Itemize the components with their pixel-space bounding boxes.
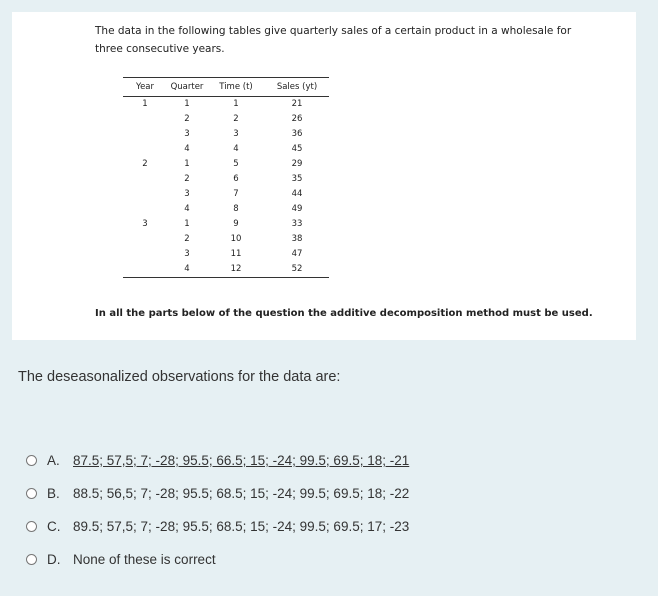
cell-sales: 35	[291, 174, 303, 184]
cell-time: 7	[233, 189, 239, 199]
cell-sales: 21	[291, 99, 303, 109]
cell-quarter: 2	[184, 234, 190, 244]
cell-year	[123, 172, 167, 187]
cell-sales: 44	[291, 189, 303, 199]
cell-quarter: 3	[184, 129, 190, 139]
table-row	[123, 187, 329, 202]
cell-time: 2	[233, 114, 239, 124]
cell-sales: 52	[265, 262, 329, 278]
cell-time: 8	[233, 204, 239, 214]
cell-year	[123, 262, 167, 278]
cell-year	[123, 202, 167, 217]
cell-quarter: 4	[184, 144, 190, 154]
cell-year	[123, 232, 167, 247]
cell-sales: 38	[291, 234, 303, 244]
question-prompt: The deseasonalized observations for the data are:	[18, 369, 341, 385]
table-header-row	[123, 78, 329, 97]
cell-time: 3	[233, 129, 239, 139]
table-row	[123, 112, 329, 127]
cell-year	[123, 247, 167, 262]
table-row	[123, 217, 329, 232]
option-b[interactable]	[26, 477, 409, 510]
cell-quarter: 1	[184, 99, 190, 109]
cell-time: 1	[233, 99, 239, 109]
cell-quarter: 1	[184, 219, 190, 229]
header-time: Time (t)	[207, 78, 265, 97]
cell-sales: 29	[291, 159, 303, 169]
cell-sales: 36	[291, 129, 303, 139]
radio-button[interactable]	[26, 488, 37, 499]
cell-sales: 47	[291, 249, 303, 259]
table-row	[123, 247, 329, 262]
question-intro: The data in the following tables give quarterly sales of a certain product in a wholesale for three consecutive years.	[95, 25, 572, 55]
option-text: 88.5; 56,5; 7; -28; 95.5; 68.5; 15; -24; 99.5; 69.5; 18; -22	[73, 486, 410, 501]
cell-quarter: 3	[184, 189, 190, 199]
sales-table	[123, 77, 329, 278]
radio-button[interactable]	[26, 521, 37, 532]
answer-options	[26, 444, 409, 576]
option-d[interactable]	[26, 543, 409, 576]
cell-quarter: 2	[184, 174, 190, 184]
cell-quarter: 4	[167, 262, 207, 278]
header-quarter: Quarter	[167, 78, 207, 97]
table-row	[123, 97, 329, 113]
cell-quarter: 1	[184, 159, 190, 169]
radio-button[interactable]	[26, 455, 37, 466]
option-letter: D.	[47, 552, 61, 567]
cell-time: 9	[233, 219, 239, 229]
cell-sales: 26	[291, 114, 303, 124]
option-text: 87.5; 57,5; 7; -28; 95.5; 66.5; 15; -24; 99.5; 69.5; 18; -21	[73, 453, 410, 468]
cell-quarter: 3	[184, 249, 190, 259]
header-sales: Sales (yt)	[265, 78, 329, 97]
cell-year	[123, 112, 167, 127]
table-row	[123, 202, 329, 217]
table-row	[123, 142, 329, 157]
cell-year	[123, 142, 167, 157]
cell-quarter: 4	[184, 204, 190, 214]
cell-year: 1	[142, 99, 148, 109]
radio-button[interactable]	[26, 554, 37, 565]
cell-year: 3	[142, 219, 148, 229]
option-letter: A.	[47, 453, 60, 468]
cell-time: 6	[233, 174, 239, 184]
option-c[interactable]	[26, 510, 409, 543]
cell-quarter: 2	[184, 114, 190, 124]
option-a[interactable]	[26, 444, 409, 477]
method-note: In all the parts below of the question the additive decomposition method must be used.	[95, 308, 593, 319]
option-text: 89.5; 57,5; 7; -28; 95.5; 68.5; 15; -24; 99.5; 69.5; 17; -23	[73, 519, 410, 534]
option-letter: C.	[47, 519, 61, 534]
cell-time: 12	[207, 262, 265, 278]
cell-year	[123, 127, 167, 142]
cell-time: 10	[230, 234, 242, 244]
cell-sales: 33	[291, 219, 303, 229]
table-row	[123, 127, 329, 142]
cell-time: 5	[233, 159, 239, 169]
table-row	[123, 262, 329, 278]
cell-sales: 49	[291, 204, 303, 214]
table-row	[123, 172, 329, 187]
cell-time: 11	[230, 249, 242, 259]
cell-year	[123, 187, 167, 202]
header-year: Year	[123, 78, 167, 97]
option-text: None of these is correct	[73, 552, 216, 567]
table-row	[123, 157, 329, 172]
question-image	[12, 12, 636, 340]
cell-year: 2	[142, 159, 148, 169]
table-row	[123, 232, 329, 247]
option-letter: B.	[47, 486, 60, 501]
cell-sales: 45	[291, 144, 303, 154]
cell-time: 4	[233, 144, 239, 154]
